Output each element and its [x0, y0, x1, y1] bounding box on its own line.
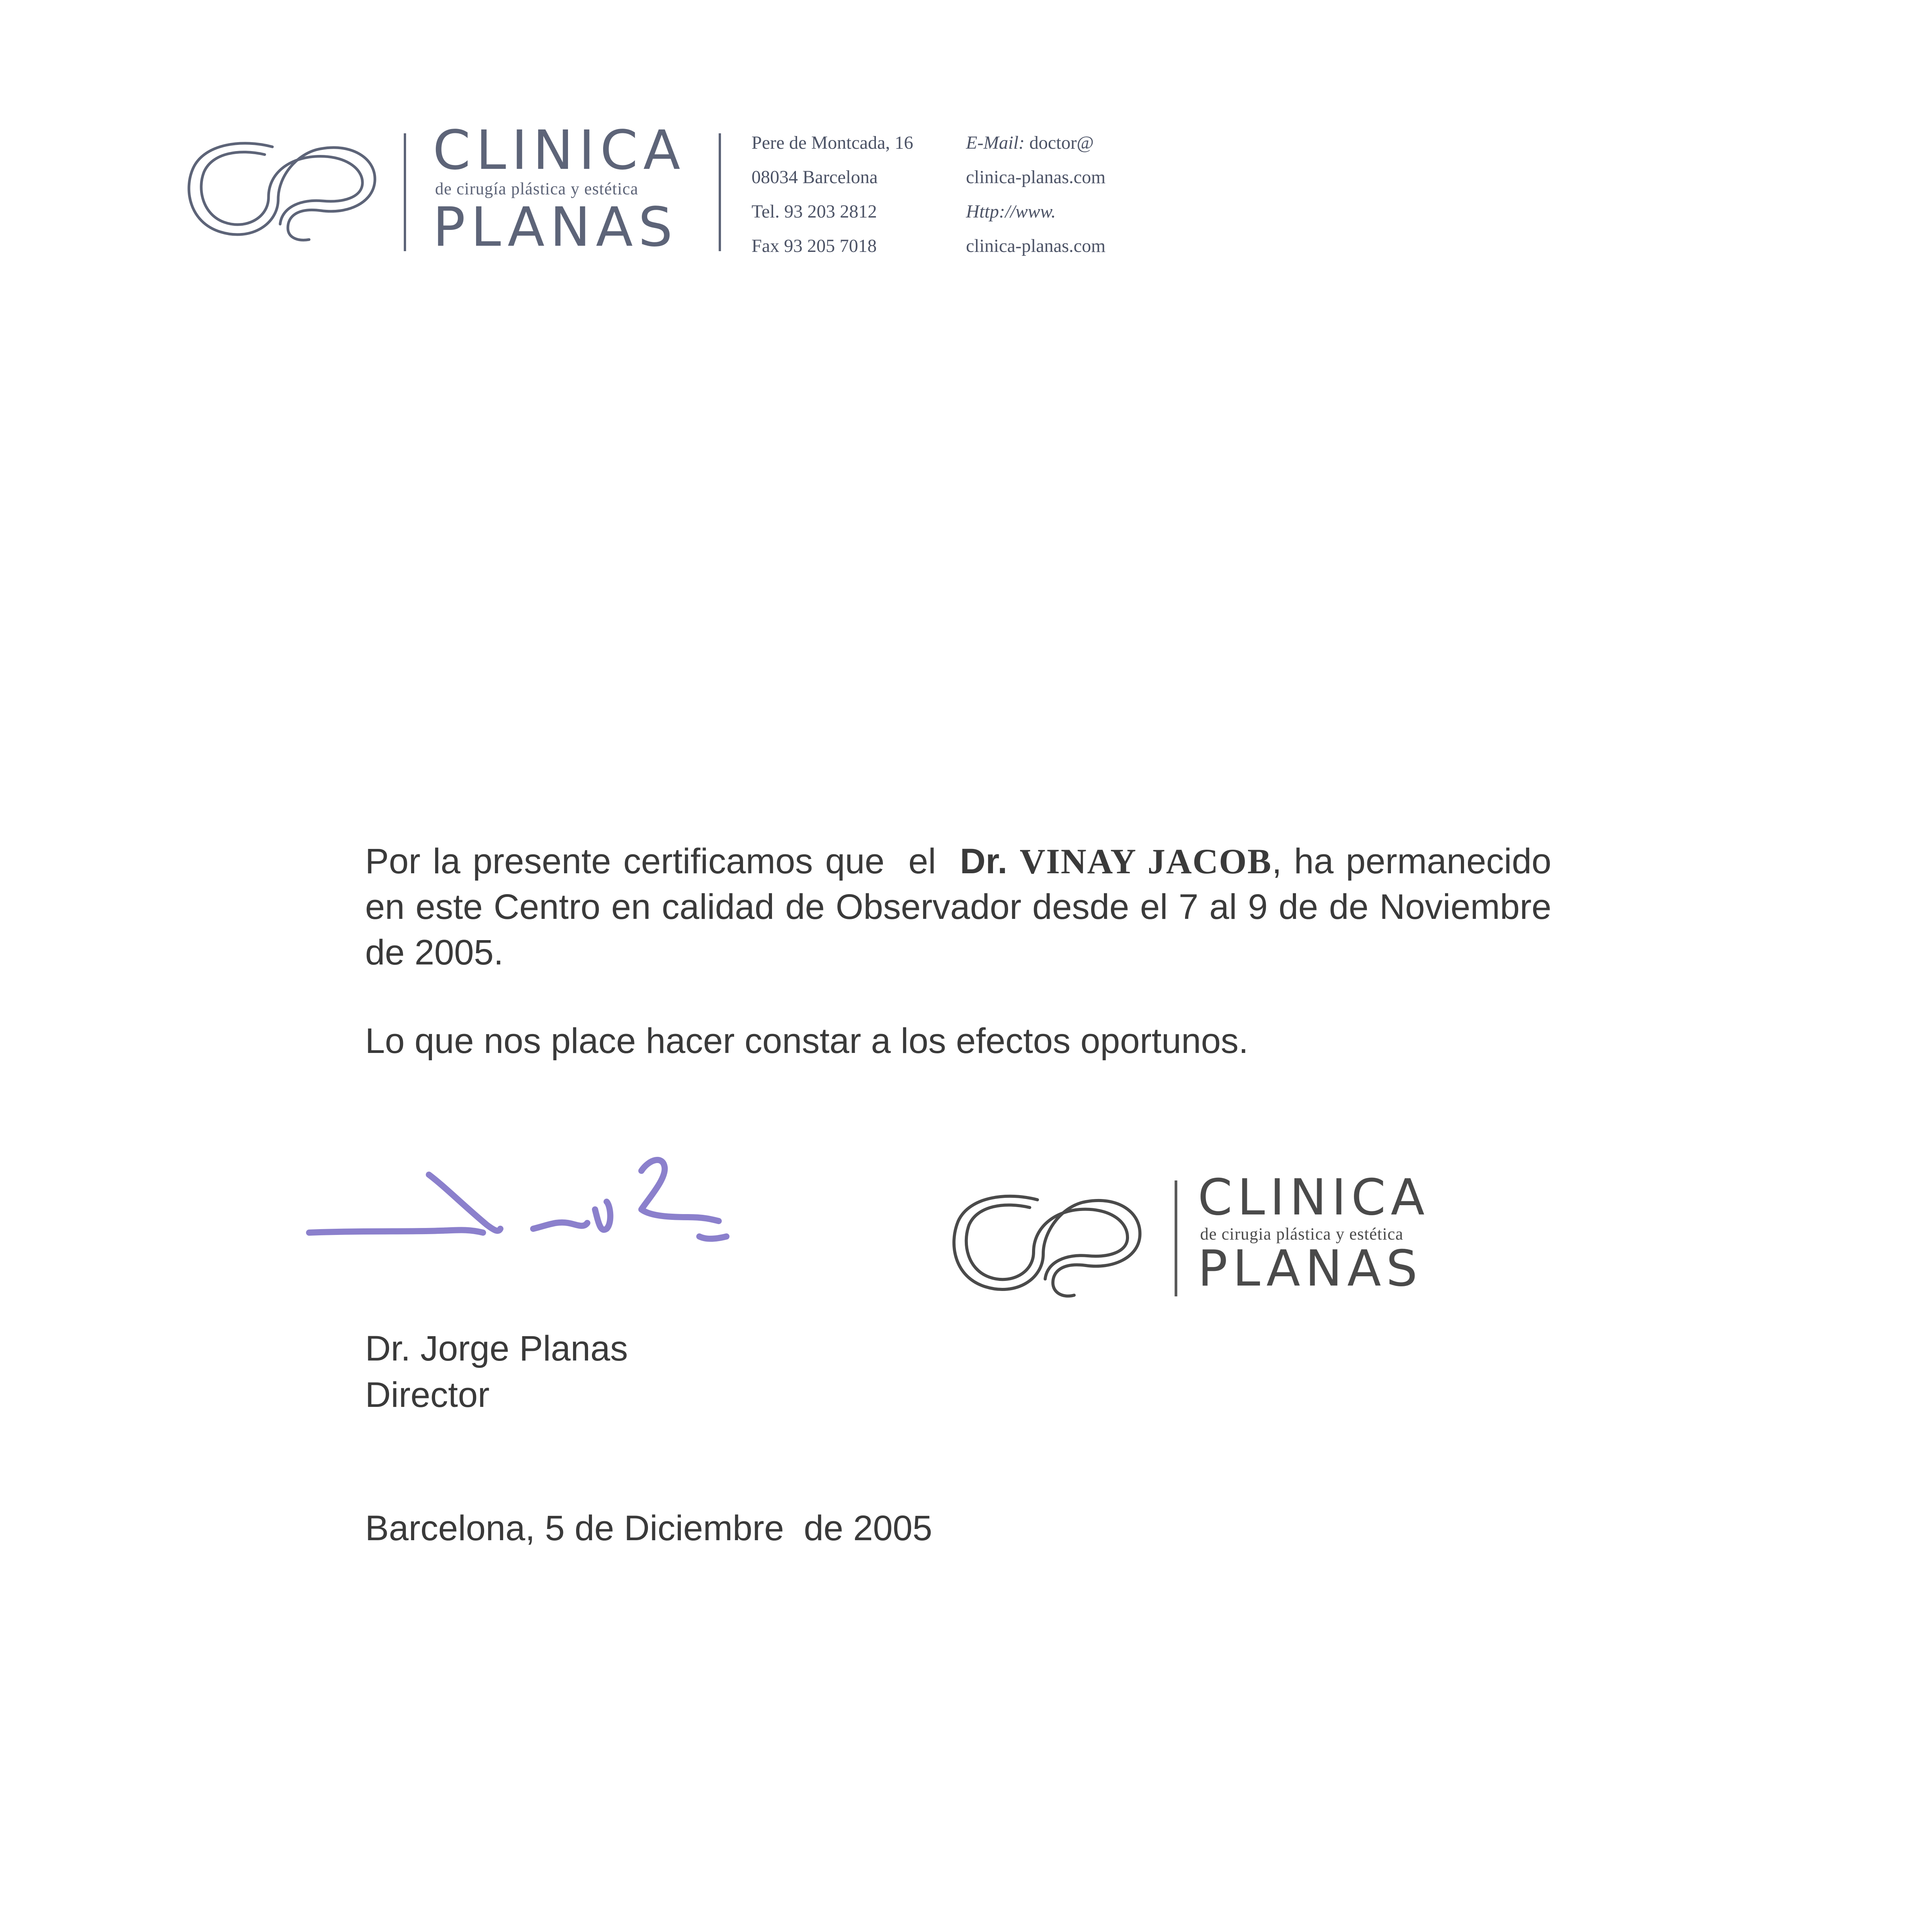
clinica-planas-logo	[182, 131, 383, 243]
address-block	[752, 126, 913, 263]
stamp-divider	[1175, 1180, 1177, 1296]
signer-title: Director	[365, 1375, 490, 1415]
address-phone: Tel. 93 203 2812	[752, 201, 877, 222]
email-value: doctor@	[1029, 133, 1094, 153]
closing-paragraph: Lo que nos place hacer constar a los efectos oportunos.	[365, 1021, 1249, 1061]
signer-block	[365, 1325, 628, 1418]
stamp-brand	[1198, 1169, 1430, 1298]
email-line	[966, 126, 1105, 160]
web-label: Http://www.	[966, 201, 1056, 222]
doctor-title: Dr.	[960, 842, 1008, 881]
handwritten-signature	[301, 1113, 842, 1275]
letterhead-divider	[404, 133, 406, 251]
brand-name-top: CLINICA	[433, 119, 686, 182]
email-domain: clinica-planas.com	[966, 167, 1106, 187]
letter-body	[365, 838, 1552, 1061]
stamp-brand-bottom: PLANAS	[1198, 1240, 1423, 1298]
certification-intro: Por la presente certificamos que	[365, 842, 885, 881]
email-label: E-Mail:	[966, 133, 1025, 153]
web-domain: clinica-planas.com	[966, 236, 1106, 256]
certification-article: el	[908, 842, 936, 881]
letterhead	[182, 116, 1148, 263]
brand-name-bottom: PLANAS	[433, 196, 678, 259]
brand-tagline: de cirugía plástica y estética	[435, 179, 638, 198]
address-street: Pere de Montcada, 16	[752, 133, 913, 153]
stamp-brand-top: CLINICA	[1198, 1169, 1430, 1226]
certification-paragraph	[365, 838, 1551, 975]
letterhead-divider	[719, 133, 721, 251]
place-and-date: Barcelona, 5 de Diciembre de 2005	[365, 1509, 932, 1548]
address-fax: Fax 93 205 7018	[752, 236, 877, 256]
letterhead-brand	[433, 119, 703, 259]
signer-name: Dr. Jorge Planas	[365, 1329, 628, 1368]
certification-details: , ha permanecido en este Centro en calidad de Observador desde el 7 al 9 de de Noviembre de 2005.	[365, 842, 1552, 972]
clinica-planas-stamp-logo	[947, 1182, 1148, 1302]
address-city: 08034 Barcelona	[752, 167, 878, 187]
doctor-name: VINAY JACOB	[1019, 842, 1272, 881]
online-contact-block	[966, 126, 1105, 263]
stamp-brand-tagline: de cirugia plástica y estética	[1200, 1225, 1403, 1243]
clinic-stamp	[947, 1159, 1468, 1314]
